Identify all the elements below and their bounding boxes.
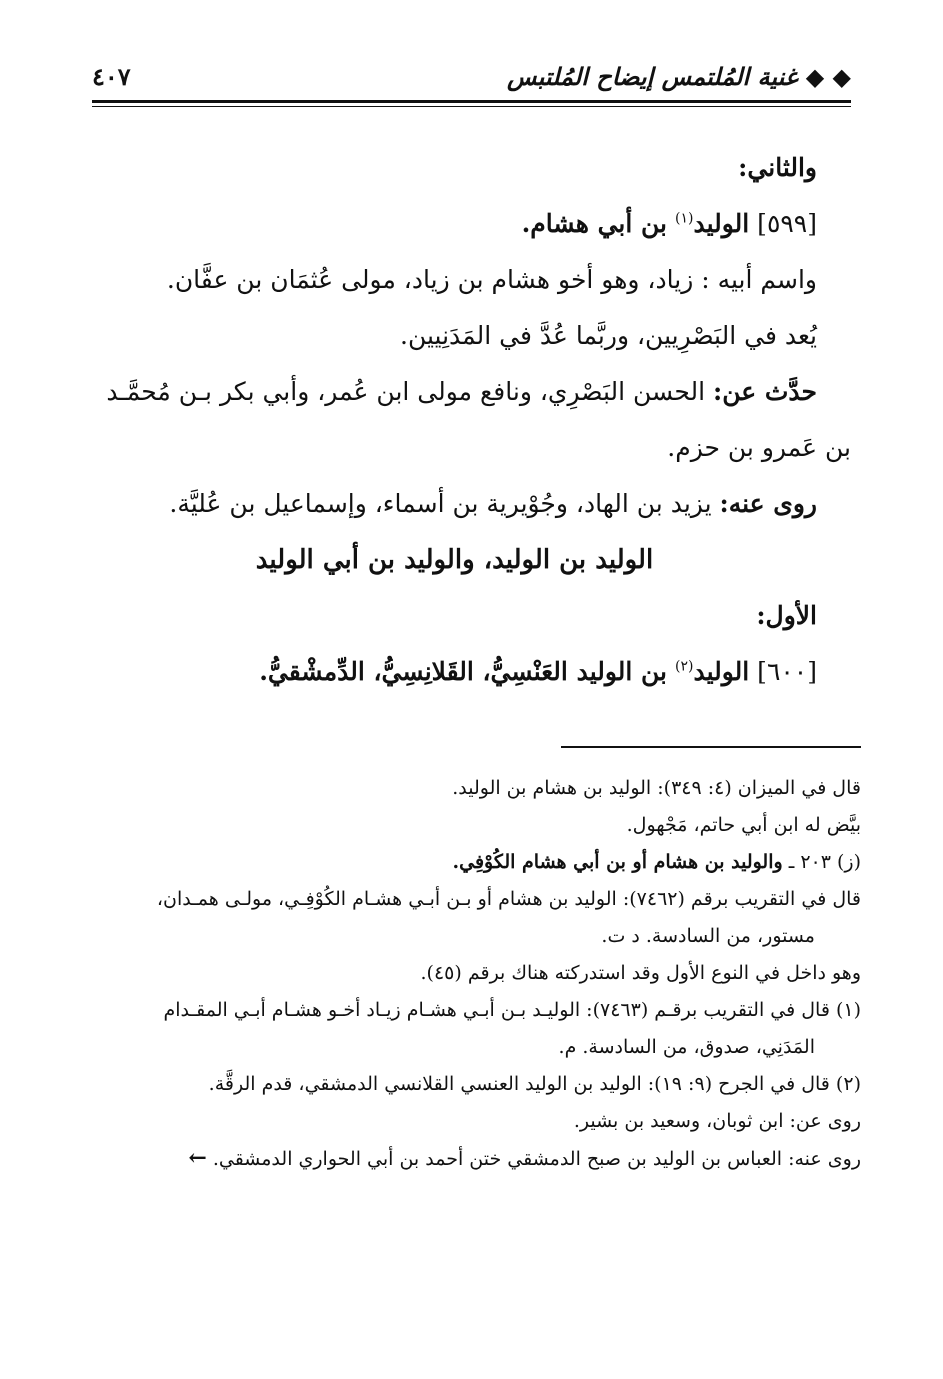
footnote-line: روى عن: ابن ثوبان، وسعيد بن بشير. bbox=[573, 1110, 861, 1132]
entry-600 bbox=[92, 644, 817, 700]
page-number: ٤٠٧ bbox=[92, 61, 131, 91]
entry-600-rest: بن الوليد العَنْسِيُّ، القَلانِسِيُّ، الدِّمشْقيُّ. bbox=[259, 657, 668, 686]
entry-599 bbox=[92, 196, 817, 252]
footnote-line: بيَّض له ابن أبي حاتم، مَجْهول. bbox=[626, 814, 861, 836]
header-title: ◆ ◆ غنية المُلتمس إيضاح المُلتبس bbox=[507, 61, 851, 91]
footnote-ref-2: (٢) bbox=[674, 658, 694, 675]
footnote-line: قال في التقريب برقم (٧٤٦٢): الوليد بن هشام أو بـن أبـي هشـام الكُوْفِـي، مولـى همـدان، bbox=[156, 888, 861, 910]
footnote-prefix: (ز) ٢٠٣ ـ bbox=[788, 851, 861, 873]
haddath-text: الحسن البَصْرِي، ونافع مولى ابن عُمر، وأبي بكر بـن مُحمَّـد bbox=[106, 377, 706, 406]
footnote-text: روى عنه: العباس بن الوليد بن صبح الدمشقي ختن أحمد بن أبي الحواري الدمشقي. bbox=[212, 1148, 861, 1170]
section-title: الوليد بن الوليد، والوليد بن أبي الوليد bbox=[255, 545, 654, 575]
footnote-line bbox=[92, 844, 861, 881]
counted-line: يُعد في البَصْرِيين، وربَّما عُدَّ في المَدَنِيين. bbox=[400, 321, 817, 350]
footnote-line: وهو داخل في النوع الأول وقد استدركته هناك برقم (٤٥). bbox=[420, 962, 861, 984]
entry-599-number: [٥٩٩] bbox=[757, 209, 817, 238]
heading-second: والثاني: bbox=[738, 153, 817, 182]
footnote-bold-title: والوليد بن هشام أو بن أبي هشام الكُوْفِي. bbox=[452, 851, 783, 873]
heading-first: الأول: bbox=[756, 601, 817, 630]
footnote-ref-1: (١) bbox=[674, 210, 694, 227]
rawa-label: روى عنه: bbox=[719, 489, 817, 518]
footnote-line: المَدَنِي، صدوق، من السادسة. م. bbox=[558, 1036, 815, 1058]
main-text bbox=[92, 140, 851, 700]
footnote-line bbox=[92, 1140, 861, 1178]
haddath-label: حدَّث عن: bbox=[713, 377, 817, 406]
running-header bbox=[92, 56, 851, 96]
footnotes bbox=[92, 770, 861, 1178]
entry-600-name: الوليد bbox=[693, 657, 750, 686]
rawa-line bbox=[92, 476, 817, 532]
header-rule-thick bbox=[92, 100, 851, 103]
footnote-1: (١) قال في التقريب برقـم (٧٤٦٣): الوليـد بـن أبـي هشـام زيـاد أخـو هشـام أبـي المقـدام bbox=[163, 999, 861, 1021]
rawa-text: يزيد بن الهاد، وجُوْيرية بن أسماء، وإسماعيل بن عُليَّة. bbox=[169, 489, 712, 518]
haddath-continuation: بن عَمرو بن حزم. bbox=[667, 433, 851, 462]
continue-arrow-icon: ← bbox=[188, 1145, 207, 1171]
haddath-line bbox=[92, 364, 817, 420]
entry-599-name: الوليد bbox=[693, 209, 750, 238]
entry-600-number: [٦٠٠] bbox=[757, 657, 817, 686]
footnote-2: (٢) قال في الجرح (٩: ١٩): الوليد بن الوليد العنسي القلانسي الدمشقي، قدم الرقَّة. bbox=[208, 1073, 861, 1095]
father-line: واسم أبيه : زياد، وهو أخو هشام بن زياد، مولى عُثمَان بن عفَّان. bbox=[166, 265, 817, 294]
footnote-rule bbox=[561, 746, 861, 748]
footnote-line: مستور، من السادسة. د ت. bbox=[601, 925, 815, 947]
footnote-line: قال في الميزان (٤: ٣٤٩): الوليد بن هشام بن الوليد. bbox=[452, 777, 861, 799]
entry-599-rest: بن أبي هشام. bbox=[521, 209, 668, 238]
header-rule-thin bbox=[92, 106, 851, 107]
